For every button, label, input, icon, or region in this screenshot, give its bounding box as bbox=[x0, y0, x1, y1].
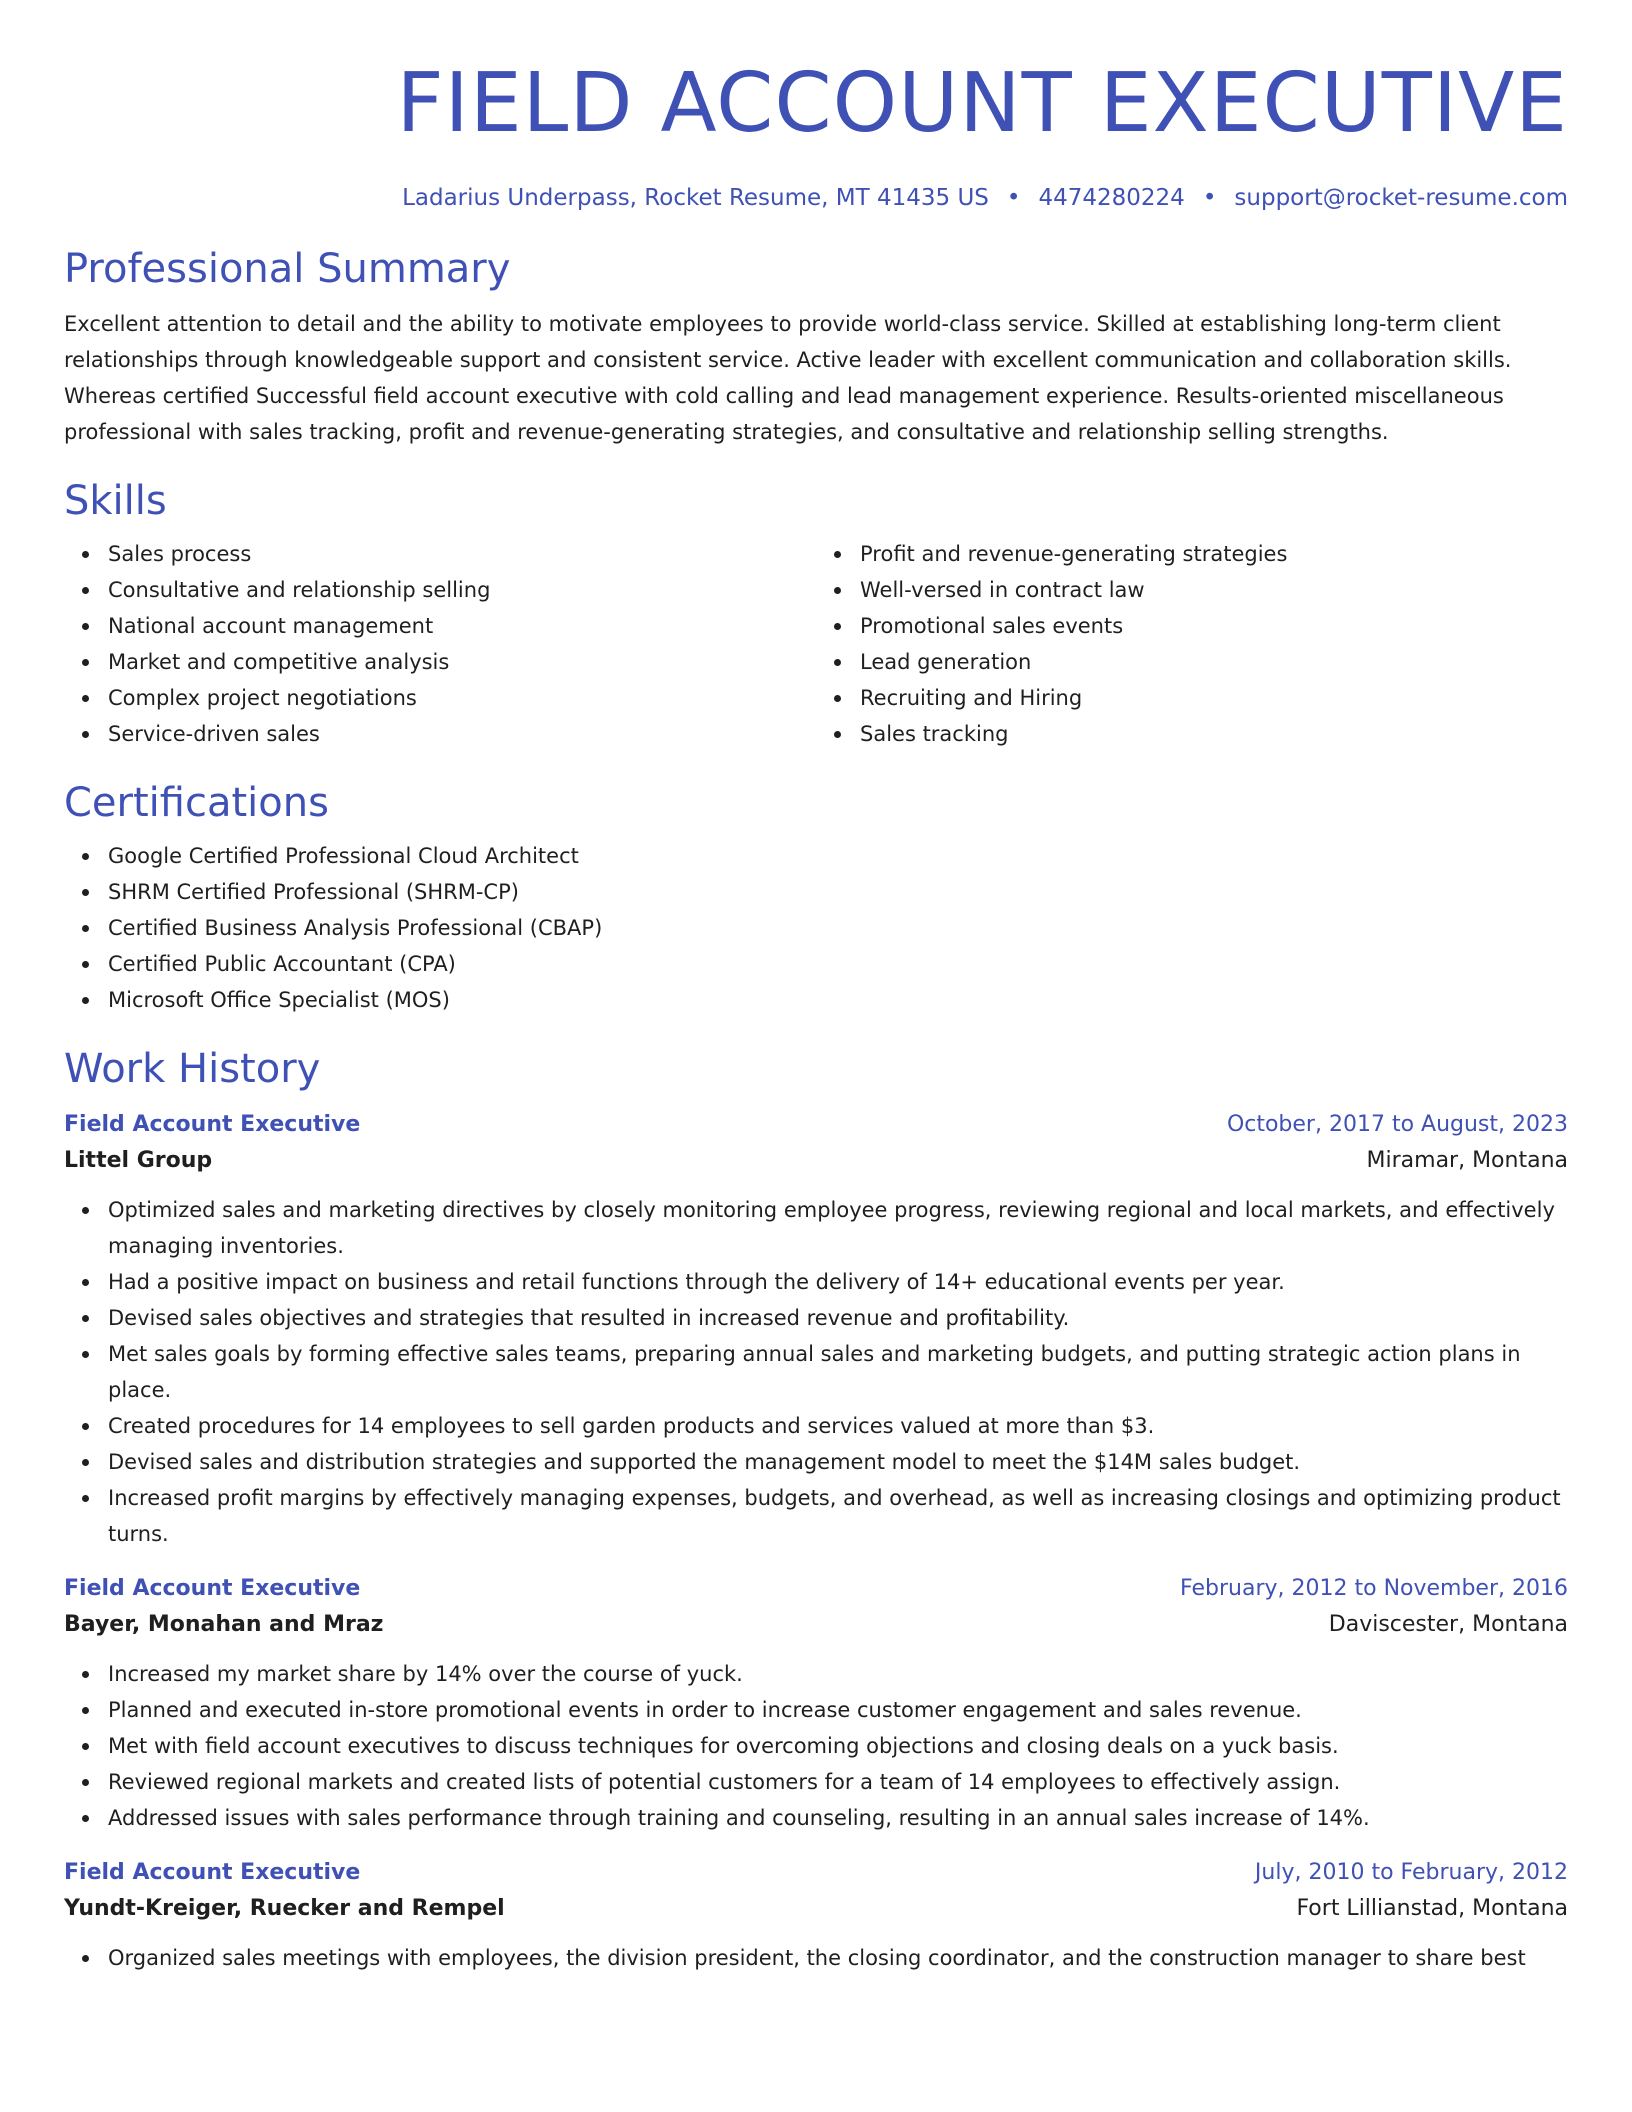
job-company-row bbox=[64, 1890, 1568, 1928]
job-dates: February, 2012 to November, 2016 bbox=[1180, 1576, 1568, 1601]
job-title: Field Account Executive bbox=[64, 1860, 361, 1885]
skills-heading: Skills bbox=[64, 478, 167, 524]
job-title: Field Account Executive bbox=[64, 1112, 361, 1137]
job-company: Yundt-Kreiger, Ruecker and Rempel bbox=[64, 1896, 505, 1921]
summary-text: Excellent attention to detail and the ability to motivate employees to provide world-class service. Skilled at establishing long-term client relationships through knowledgeable support and consistent service. Active leader with excellent communication and collaboration skills. Whereas certified Successful field account executive with cold calling and lead management experience. Results-oriented miscellaneous professional with sales tracking, profit and revenue-generating strategies, and consultative and relationship selling strengths. bbox=[64, 312, 1512, 444]
job-entry bbox=[64, 1856, 1568, 1976]
skill-item: Recruiting and Hiring bbox=[860, 680, 1568, 716]
certifications-heading: Certifications bbox=[64, 780, 329, 826]
skill-item: Lead generation bbox=[860, 644, 1568, 680]
skills-columns bbox=[64, 526, 1568, 752]
skills-list-left bbox=[64, 536, 816, 752]
job-bullet: Devised sales and distribution strategies and supported the management model to meet the $14M sales budget. bbox=[108, 1444, 1568, 1480]
page-title: FIELD ACCOUNT EXECUTIVE bbox=[396, 56, 1568, 151]
skills-list-right bbox=[816, 536, 1568, 752]
job-company: Bayer, Monahan and Mraz bbox=[64, 1612, 384, 1637]
job-bullet: Had a positive impact on business and retail functions through the delivery of 14+ educational events per year. bbox=[108, 1264, 1568, 1300]
job-title-row bbox=[64, 1856, 1568, 1890]
job-bullets bbox=[64, 1192, 1568, 1552]
job-title-row bbox=[64, 1108, 1568, 1142]
job-bullet: Increased profit margins by effectively managing expenses, budgets, and overhead, as well as increasing closings and optimizing product turns. bbox=[108, 1480, 1568, 1552]
job-title-row bbox=[64, 1572, 1568, 1606]
job-bullet: Organized sales meetings with employees, the division president, the closing coordinator, and the construction manager to share best bbox=[108, 1940, 1568, 1976]
resume-header bbox=[64, 0, 1568, 214]
contact-address: Ladarius Underpass, Rocket Resume, MT 41435 US bbox=[402, 185, 989, 211]
skills-section bbox=[64, 476, 1568, 752]
separator-dot: • bbox=[1006, 185, 1021, 211]
job-bullet: Met with field account executives to discuss techniques for overcoming objections and closing deals on a yuck basis. bbox=[108, 1728, 1568, 1764]
skill-item: Consultative and relationship selling bbox=[108, 572, 816, 608]
certifications-section bbox=[64, 778, 1568, 1018]
job-bullets bbox=[64, 1656, 1568, 1836]
job-company-row bbox=[64, 1142, 1568, 1180]
job-bullet: Planned and executed in-store promotional events in order to increase customer engagement and sales revenue. bbox=[108, 1692, 1568, 1728]
job-bullet: Optimized sales and marketing directives by closely monitoring employee progress, reviewing regional and local markets, and effectively managing inventories. bbox=[108, 1192, 1568, 1264]
job-company-row bbox=[64, 1606, 1568, 1644]
job-bullet: Created procedures for 14 employees to sell garden products and services valued at more than $3. bbox=[108, 1408, 1568, 1444]
certification-item: Certified Business Analysis Professional (CBAP) bbox=[108, 910, 1568, 946]
skill-item: Promotional sales events bbox=[860, 608, 1568, 644]
separator-dot: • bbox=[1202, 185, 1217, 211]
job-bullet: Reviewed regional markets and created lists of potential customers for a team of 14 employees to effectively assign. bbox=[108, 1764, 1568, 1800]
certifications-list bbox=[64, 838, 1568, 1018]
skill-item: Sales tracking bbox=[860, 716, 1568, 752]
summary-heading: Professional Summary bbox=[64, 246, 511, 292]
job-bullet: Met sales goals by forming effective sales teams, preparing annual sales and marketing budgets, and putting strategic action plans in place. bbox=[108, 1336, 1568, 1408]
skill-item: Market and competitive analysis bbox=[108, 644, 816, 680]
job-location: Daviscester, Montana bbox=[1328, 1612, 1568, 1637]
certification-item: Microsoft Office Specialist (MOS) bbox=[108, 982, 1568, 1018]
job-bullet: Devised sales objectives and strategies that resulted in increased revenue and profitability. bbox=[108, 1300, 1568, 1336]
job-dates: July, 2010 to February, 2012 bbox=[1254, 1860, 1568, 1885]
skill-item: National account management bbox=[108, 608, 816, 644]
job-dates: October, 2017 to August, 2023 bbox=[1226, 1112, 1568, 1137]
job-company: Littel Group bbox=[64, 1148, 213, 1173]
job-location: Fort Lillianstad, Montana bbox=[1296, 1896, 1568, 1921]
contact-line bbox=[64, 182, 1568, 214]
job-bullet: Increased my market share by 14% over the course of yuck. bbox=[108, 1656, 1568, 1692]
skill-item: Service-driven sales bbox=[108, 716, 816, 752]
summary-section bbox=[64, 244, 1568, 450]
skill-item: Complex project negotiations bbox=[108, 680, 816, 716]
work-history-section bbox=[64, 1044, 1568, 1976]
job-location: Miramar, Montana bbox=[1366, 1148, 1568, 1173]
skill-item: Sales process bbox=[108, 536, 816, 572]
certification-item: Google Certified Professional Cloud Architect bbox=[108, 838, 1568, 874]
work-history-heading: Work History bbox=[64, 1046, 321, 1092]
job-title: Field Account Executive bbox=[64, 1576, 361, 1601]
skill-item: Profit and revenue-generating strategies bbox=[860, 536, 1568, 572]
contact-email[interactable]: support@rocket-resume.com bbox=[1234, 185, 1568, 211]
job-bullet: Addressed issues with sales performance through training and counseling, resulting in an annual sales increase of 14%. bbox=[108, 1800, 1568, 1836]
job-entry bbox=[64, 1572, 1568, 1836]
job-entry bbox=[64, 1108, 1568, 1552]
certification-item: SHRM Certified Professional (SHRM-CP) bbox=[108, 874, 1568, 910]
skill-item: Well-versed in contract law bbox=[860, 572, 1568, 608]
contact-phone: 4474280224 bbox=[1038, 185, 1185, 211]
job-bullets bbox=[64, 1940, 1568, 1976]
certification-item: Certified Public Accountant (CPA) bbox=[108, 946, 1568, 982]
